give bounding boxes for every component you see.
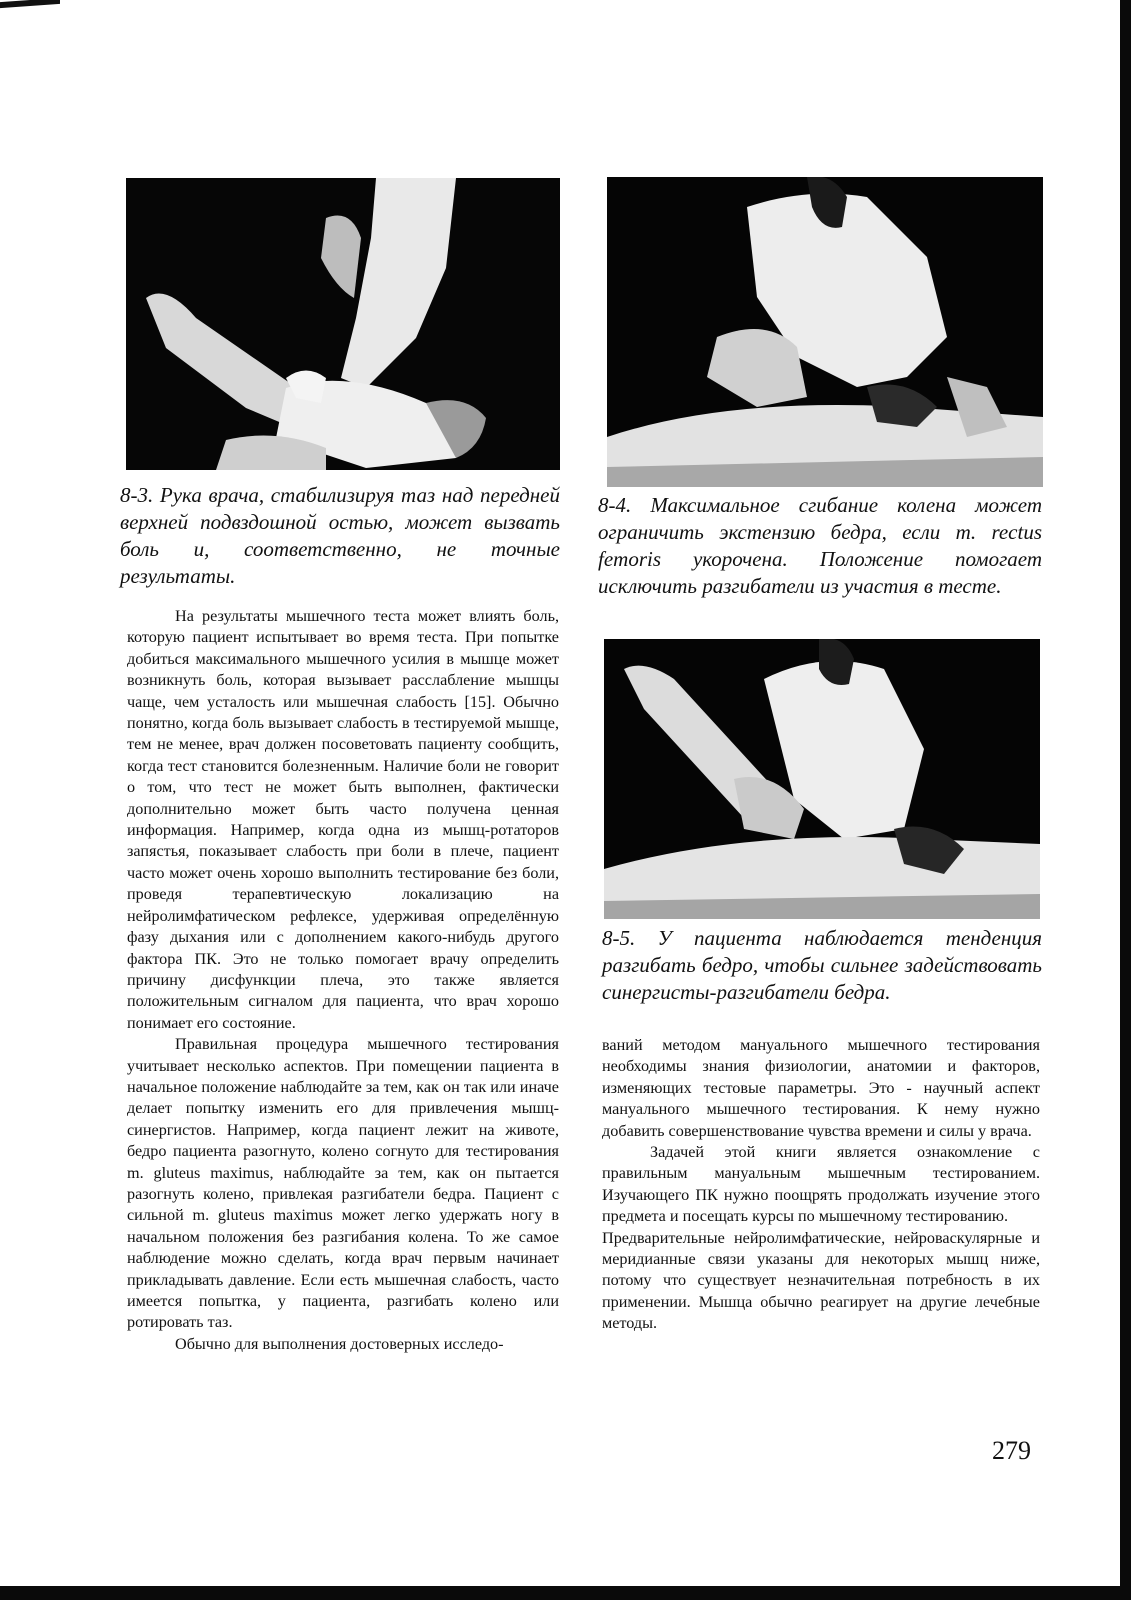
right-paragraph-3: Предварительные нейролимфатические, нейроваскулярные и меридианные связи указаны для некоторых мышц ниже, потому что существует незначительная потребность в их применении. Мышца обычно реагирует на другие лечебные методы. [602,1228,1040,1333]
scan-artifact-top [0,0,60,8]
figure-8-3-photo [126,178,560,470]
right-column-text [602,1035,1040,1335]
page-number: 279 [992,1436,1031,1465]
right-paragraph-1: ваний методом мануального мышечного тестирования необходимы знания физиологии, анатомии и факторов, изменяющих тестовые параметры. Это - научный аспект мануального мышечного тестирования. К нему нужно добавить совершенствование чувства времени и силы у врача. [602,1036,1040,1140]
left-paragraph-1: На результаты мышечного теста может влиять боль, которую пациент испытывает во время теста. При попытке добиться максимального мышечного усилия в мышце может возникнуть боль, которая вызывает расслабление мышцы чаще, чем усталость или мышечная слабость [15]. Обычно понятно, когда боль вызывает слабость в тестируемой мышце, тем не менее, врач должен посоветовать пациенту сообщить, когда тест становится болезненным. Наличие боли не говорит о том, что тест не может быть выполнен, фактически дополнительно может быть часто получена ценная информация. Например, когда одна из мышц-ротаторов запястья, показывает слабость при боли в плече, пациент часто может очень хорошо выполнить тестирование без боли, проведя терапевтическую локализацию на нейролимфатическом рефлексе, удерживая определённую фазу дыхания или с дополнением какого-нибудь другого фактора ПК. Это не только помогает врачу определить причину дисфункции плеча, это также является положительным сигналом для пациента, что врач хорошо понимает его состояние. [127,607,559,1032]
left-column-text [127,606,559,1355]
figure-8-3-caption: 8-3. Рука врача, стабилизируя таз над передней верхней подвздошной остью, может вызвать боль и, соответственно, не точные результаты. [120,483,560,588]
figure-8-5-caption: 8-5. У пациента наблюдается тенденция разгибать бедро, чтобы сильнее задействовать синергисты-разгибатели бедра. [602,926,1042,1004]
figure-8-4-caption: 8-4. Максимальное сгибание колена может ограничить экстензию бедра, если m. rectus femoris укорочена. Положение помогает исключить разгибатели из участия в тесте. [598,493,1042,598]
scan-edge-right [1120,0,1131,1600]
right-paragraph-2: Задачей этой книги является ознакомление с правильным мануальным мышечным тестированием. Изучающего ПК нужно поощрять продолжать изучение этого предмета и посещать курсы по мышечному тестированию. [602,1143,1040,1226]
figure-8-4-photo [607,177,1043,487]
scan-edge-bottom [0,1586,1131,1600]
left-paragraph-2: Правильная процедура мышечного тестирования учитывает несколько аспектов. При помещении пациента в начальное положение наблюдайте за тем, как он так или иначе делает попытку изменить его для привлечения мышц-синергистов. Например, когда пациент лежит на животе, бедро пациента разогнуто, колено согнуто для тестирования m. gluteus maximus, наблюдайте за тем, как он пытается разогнуть колено, привлекая разгибатели бедра. Пациент с сильной m. gluteus maximus может легко удержать ногу в начальном положения без разгибания колена. То же самое наблюдение можно сделать, когда врач первым начинает прикладывать давление. Если есть мышечная слабость, часто имеется попытка, у пациента, разгибать колено или ротировать таз. [127,1035,559,1332]
figure-8-5-photo [604,639,1040,919]
left-paragraph-3: Обычно для выполнения достоверных исследо- [175,1334,504,1353]
